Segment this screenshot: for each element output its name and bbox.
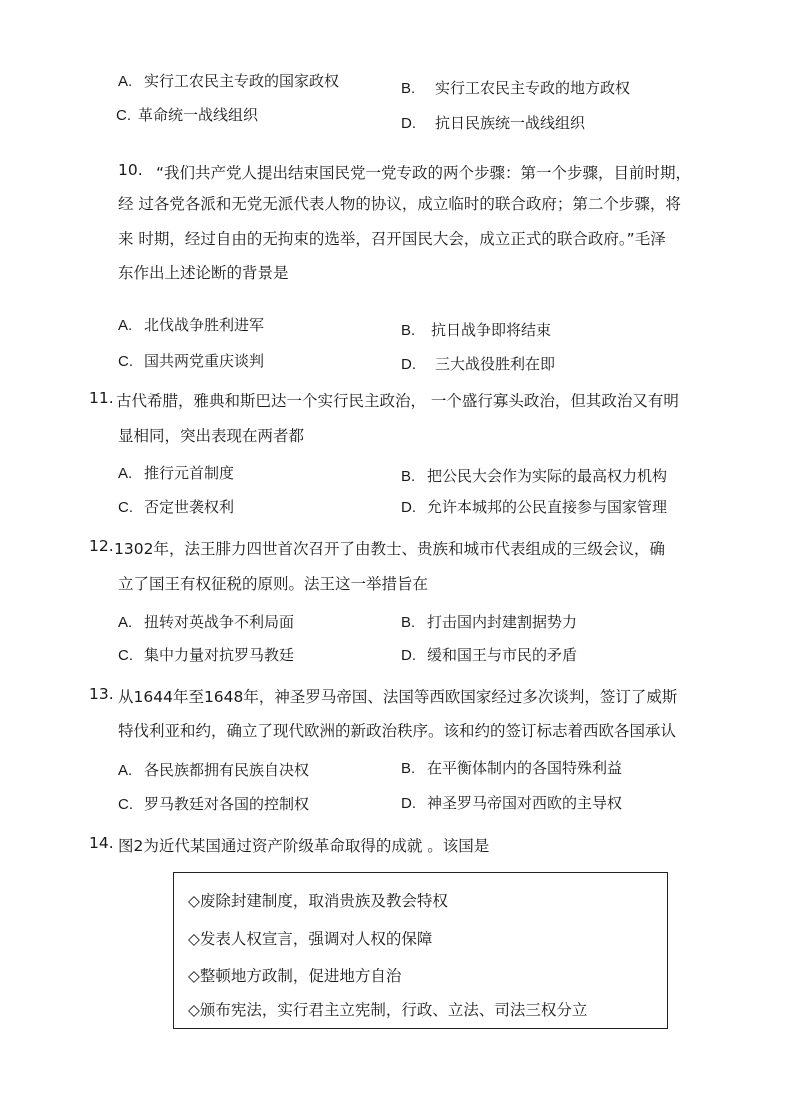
q10-option-c [118, 350, 264, 371]
q12-stem-line-1: 1302年，法王腓力四世首次召开了由教士、贵族和城市代表组成的三级会议，确 [114, 540, 665, 558]
option-label: C. [118, 353, 133, 370]
q12-option-a [118, 611, 294, 632]
q13-option-b [401, 757, 622, 778]
q10-stem-line-4: 东作出上述论断的背景是 [118, 264, 289, 282]
q12-stem-line-2: 立了国王有权征税的原则。法王这一举措旨在 [118, 575, 429, 593]
box-item: ◇发表人权宣言，强调对人权的保障 [188, 930, 433, 948]
q13-stem-line-2: 特伐利亚和约，确立了现代欧洲的新政治秩序。该和约的签订标志着西欧各国承认 [118, 722, 677, 740]
option-label: C. [116, 107, 131, 124]
q9-option-d [401, 112, 585, 133]
option-label: B. [401, 322, 416, 339]
option-text: 实行工农民主专政的地方政权 [435, 79, 631, 97]
option-text: 否定世袭权利 [144, 498, 235, 516]
option-text: 抗日战争即将结束 [431, 321, 552, 339]
option-label: D. [401, 647, 416, 664]
q13-option-a [118, 759, 309, 780]
option-text: 缓和国王与市民的矛盾 [427, 646, 578, 664]
option-label: B. [401, 614, 416, 631]
option-text: 打击国内封建割据势力 [427, 613, 578, 631]
q9-option-b [401, 77, 630, 98]
q13-option-d [401, 792, 622, 813]
q10-stem-line-1: “我们共产党人提出结束国民党一党专政的两个步骤：第一个步骤，目前时期， [156, 164, 692, 182]
option-text: 各民族都拥有民族自决权 [144, 761, 310, 779]
q11-number: 11. [89, 389, 114, 407]
option-text: 实行工农民主专政的国家政权 [144, 72, 340, 90]
q14-figure-box [173, 872, 668, 1029]
option-label: D. [401, 499, 416, 516]
box-item: ◇废除封建制度，取消贵族及教会特权 [188, 892, 448, 910]
q12-option-d [401, 644, 577, 665]
option-text: 抗日民族统一战线组织 [435, 114, 586, 132]
q11-option-b [401, 465, 667, 486]
option-text: 北伐战争胜利进军 [144, 316, 265, 334]
q10-option-a [118, 314, 264, 335]
option-label: B. [401, 760, 416, 777]
q10-stem-line-3: 来 时期，经过自由的无拘束的选举，召开国民大会，成立正式的联合政府。”毛泽 [118, 230, 666, 248]
q13-option-c [118, 793, 309, 814]
option-text: 国共两党重庆谈判 [144, 352, 265, 370]
option-label: B. [401, 80, 416, 97]
q11-stem-line-1: 古代希腊，雅典和斯巴达一个实行民主政治， 一个盛行寡头政治，但其政治又有明 [116, 392, 679, 410]
option-label: C. [118, 499, 133, 516]
q9-option-c [116, 104, 258, 125]
q10-number: 10. [118, 161, 143, 179]
q11-stem-line-2: 显相同，突出表现在两者都 [118, 427, 305, 445]
q13-stem-line-1: 从1644年至1648年，神圣罗马帝国、法国等西欧国家经过多次谈判，签订了威斯 [118, 688, 678, 706]
q11-option-d [401, 496, 667, 517]
option-label: A. [118, 614, 133, 631]
option-text: 允许本城邦的公民直接参与国家管理 [427, 498, 668, 516]
q14-stem: 图2为近代某国通过资产阶级革命取得的成就 。该国是 [118, 837, 490, 855]
option-label: C. [118, 796, 133, 813]
option-text: 扭转对英战争不利局面 [144, 613, 295, 631]
option-text: 集中力量对抗罗马教廷 [144, 646, 295, 664]
option-text: 革命统一战线组织 [138, 106, 259, 124]
box-item: ◇整顿地方政制，促进地方自治 [188, 967, 402, 985]
option-text: 罗马教廷对各国的控制权 [144, 795, 310, 813]
box-item: ◇颁布宪法，实行君主立宪制，行政、立法、司法三权分立 [188, 1001, 588, 1019]
option-label: A. [118, 317, 133, 334]
q9-option-a [118, 70, 339, 91]
q13-number: 13. [89, 685, 114, 703]
option-text: 把公民大会作为实际的最高权力机构 [427, 467, 668, 485]
option-text: 三大战役胜利在即 [435, 355, 556, 373]
q12-option-c [118, 644, 294, 665]
option-text: 神圣罗马帝国对西欧的主导权 [427, 794, 623, 812]
q12-option-b [401, 611, 577, 632]
q11-option-a [118, 462, 234, 483]
option-label: D. [401, 795, 416, 812]
option-label: A. [118, 762, 133, 779]
q11-option-c [118, 496, 234, 517]
option-label: D. [401, 356, 416, 373]
option-text: 推行元首制度 [144, 464, 235, 482]
option-label: A. [118, 465, 133, 482]
q14-number: 14. [89, 834, 114, 852]
option-label: D. [401, 115, 416, 132]
q10-option-d [401, 353, 555, 374]
option-label: B. [401, 468, 416, 485]
option-text: 在平衡体制内的各国特殊利益 [427, 759, 623, 777]
option-label: A. [118, 73, 133, 90]
q12-number: 12. [89, 537, 114, 555]
option-label: C. [118, 647, 133, 664]
q10-option-b [401, 319, 551, 340]
q10-stem-line-2: 经 过各党各派和无党无派代表人物的协议，成立临时的联合政府；第二个步骤，将 [118, 195, 681, 213]
